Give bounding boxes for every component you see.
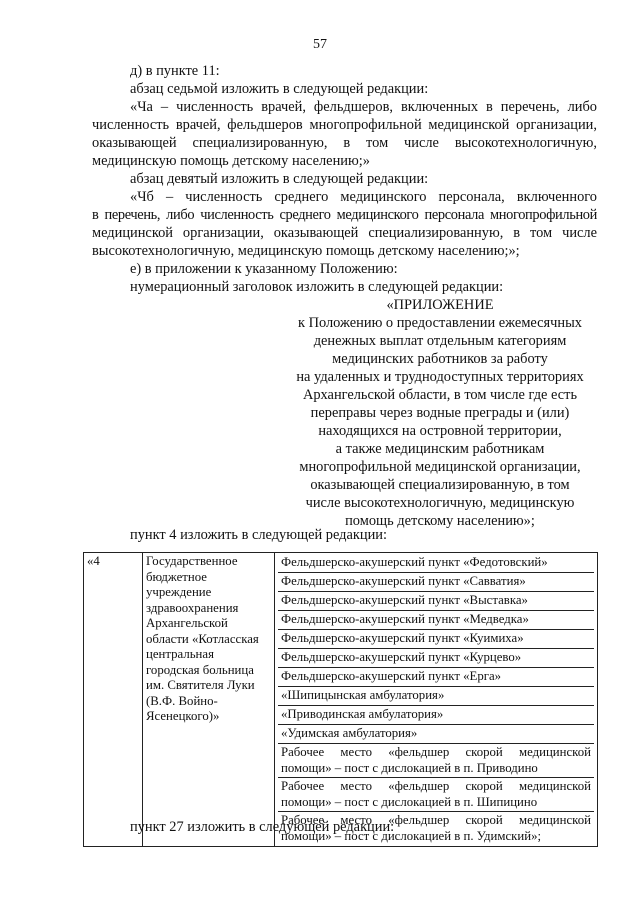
appendix-line: оказывающей специализированную, в том — [310, 477, 570, 493]
appendix-line: переправы через водные преграды и (или) — [310, 405, 570, 421]
post-line: Рабочее место «фельдшер скорой медицинской — [281, 779, 591, 793]
text-line: численность врачей, фельдшеров многопрофильной медицинской организации, — [92, 117, 597, 133]
post-item — [278, 778, 594, 812]
text-line: медицинскую помощь детскому населению;» — [92, 153, 370, 169]
organization-line: здравоохранения — [146, 600, 239, 615]
organization-line: им. Святителя Луки — [146, 678, 255, 692]
text-line: медицинской организации, оказывающей специализированную, в том числе — [92, 225, 597, 241]
text-line: абзац седьмой изложить в следующей редакции: — [130, 81, 429, 97]
text-line: пункт 27 изложить в следующей редакции: — [130, 819, 395, 835]
text-line: е) в приложении к указанному Положению: — [130, 261, 398, 277]
appendix-line: к Положению о предоставлении ежемесячных — [298, 315, 582, 331]
units-cell — [275, 553, 598, 847]
unit-item: Фельдшерско-акушерский пункт «Курцево» — [278, 649, 594, 668]
organization-cell — [143, 553, 275, 847]
organization-line: городская больница — [146, 662, 254, 677]
unit-item: Фельдшерско-акушерский пункт «Савватия» — [278, 573, 594, 592]
appendix-line: «ПРИЛОЖЕНИЕ — [386, 297, 494, 313]
text-line: оказывающей специализированную, в том числе высокотехнологичную, — [92, 135, 597, 151]
appendix-heading — [270, 296, 610, 530]
table-row — [84, 553, 598, 847]
appendix-line: на удаленных и труднодоступных территориях — [296, 369, 584, 385]
organization-line: Ясенецкого)» — [146, 709, 220, 723]
row-number-cell: «4 — [84, 553, 143, 847]
appendix-line: денежных выплат отдельным категориям — [313, 333, 567, 349]
appendix-line: а также медицинским работникам — [335, 441, 545, 457]
unit-item: Фельдшерско-акушерский пункт «Куимиха» — [278, 630, 594, 649]
appendix-line: находящихся на островной территории, — [318, 423, 562, 439]
text-line: пункт 4 изложить в следующей редакции: — [130, 527, 387, 543]
appendix-line: медицинских работников за работу — [332, 351, 548, 367]
unit-item: «Шипицынская амбулатория» — [278, 687, 594, 706]
post-line: помощи» – пост с дислокацией в п. Приводино — [281, 760, 538, 775]
organization-line: центральная — [146, 647, 214, 661]
institutions-table — [83, 552, 598, 847]
text-line: абзац девятый изложить в следующей редакции: — [130, 171, 429, 187]
unit-item: Фельдшерско-акушерский пункт «Ерга» — [278, 668, 594, 687]
post-line: помощи» – пост с дислокацией в п. Удимский»; — [281, 828, 542, 843]
post-line: Рабочее место «фельдшер скорой медицинской — [281, 813, 591, 827]
appendix-line: помощь детскому населению»; — [345, 513, 535, 529]
organization-line: (В.Ф. Войно- — [146, 693, 218, 708]
organization-line: бюджетное — [146, 569, 207, 584]
unit-item: Фельдшерско-акушерский пункт «Выставка» — [278, 592, 594, 611]
text-line: нумерационный заголовок изложить в следующей редакции: — [130, 279, 504, 295]
unit-item: Фельдшерско-акушерский пункт «Федотовский» — [278, 554, 594, 573]
text-line: «Чб – численность среднего медицинского персонала, включенного — [130, 189, 597, 205]
unit-item: «Приводинская амбулатория» — [278, 706, 594, 725]
appendix-line: многопрофильной медицинской организации, — [299, 459, 581, 475]
organization-line: учреждение — [146, 585, 212, 599]
post-line: Рабочее место «фельдшер скорой медицинской — [281, 745, 591, 759]
text-line: в перечень, либо численность среднего медицинского персонала многопрофильной — [92, 207, 597, 223]
organization-line: Государственное — [146, 554, 238, 568]
text-line: «Ча – численность врачей, фельдшеров, включенных в перечень, либо — [130, 99, 597, 115]
page-number: 57 — [313, 37, 327, 52]
appendix-line: Архангельской области, в том числе где есть — [302, 387, 578, 403]
post-item — [278, 744, 594, 778]
appendix-line: числе высокотехнологичную, медицинскую — [305, 495, 575, 511]
unit-item: «Удимская амбулатория» — [278, 725, 594, 744]
post-line: помощи» – пост с дислокацией в п. Шипицино — [281, 794, 538, 809]
unit-item: Фельдшерско-акушерский пункт «Медведка» — [278, 611, 594, 630]
organization-line: области «Котласская — [146, 631, 259, 646]
text-line: д) в пункте 11: — [130, 63, 220, 79]
text-line: высокотехнологичную, медицинскую помощь детскому населению;»; — [92, 243, 520, 259]
organization-line: Архангельской — [146, 616, 228, 630]
